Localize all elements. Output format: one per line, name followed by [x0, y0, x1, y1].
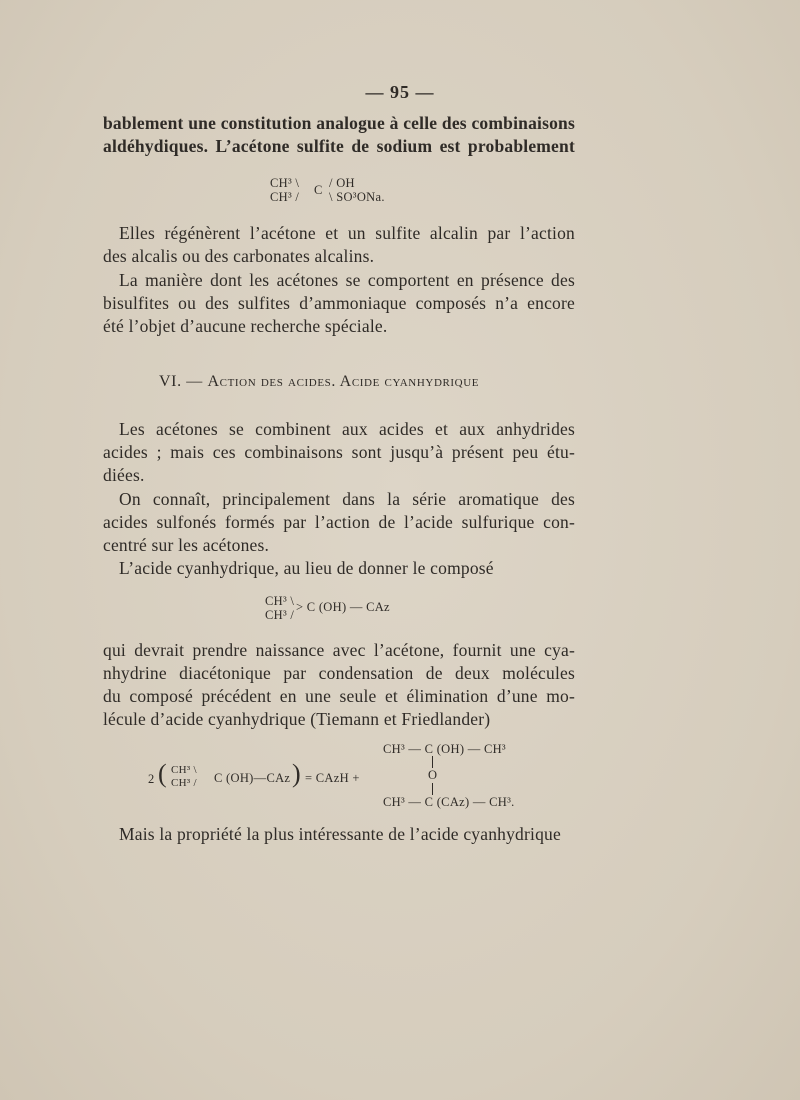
- bond-line: [432, 756, 433, 768]
- text-line: des alcalis ou des carbonates alcalins.: [103, 246, 375, 266]
- formula-oxygen: O: [428, 768, 438, 782]
- formula-left-top: CH³ \: [265, 594, 295, 608]
- paragraph-7: [103, 639, 575, 731]
- paragraph-5: [103, 488, 575, 557]
- text-line: acides ; mais ces combinaisons sont jusqu’à présent peu étu-: [103, 442, 575, 462]
- paragraph-3: [103, 269, 575, 338]
- text-line: L’acide cyanhydrique, au lieu de donner le composé: [119, 558, 494, 578]
- formula-left-bottom: CH³ /: [270, 190, 300, 204]
- formula-left-top: CH³ \: [270, 176, 300, 190]
- paragraph-2: [103, 222, 575, 268]
- paragraph-8: [103, 823, 575, 846]
- text-line: bablement une constitution analogue à celle des combinaisons: [103, 113, 575, 133]
- text-line: On connaît, principalement dans la série aromatique des: [119, 489, 575, 509]
- paragraph-1: [103, 112, 575, 158]
- text-line: acides sulfonés formés par l’action de l’acide sulfurique con-: [103, 512, 575, 532]
- text-line: lécule d’acide cyanhydrique (Tiemann et Friedlander): [103, 709, 491, 729]
- text-line: Mais la propriété la plus intéressante de l’acide cyanhydrique: [119, 824, 561, 844]
- formula-right-top: / OH: [329, 176, 355, 190]
- formula-left-bottom: CH³ /: [265, 608, 295, 622]
- text-line: La manière dont les acétones se comportent en présence des: [119, 270, 575, 290]
- formula-inner-bottom: CH³ /: [171, 777, 197, 789]
- section-title: Action des acides. Acide cyanhydrique: [207, 373, 480, 390]
- paragraph-4: [103, 418, 575, 487]
- text-line: Elles régénèrent l’acétone et un sulfite alcalin par l’action: [119, 223, 575, 243]
- formula-inner-group: C (OH)—CAz: [214, 771, 291, 785]
- text-line: nhydrine diacétonique par condensation de deux molécules: [103, 663, 575, 683]
- formula-equals: = CAzH +: [305, 771, 360, 785]
- text-line: été l’objet d’aucune recherche spéciale.: [103, 316, 388, 336]
- section-heading: [159, 373, 479, 391]
- section-number: VI. —: [159, 373, 203, 390]
- text-line: qui devrait prendre naissance avec l’acétone, fournit une cya-: [103, 640, 575, 660]
- text-line: bisulfites ou des sulfites d’ammoniaque composés n’a encore: [103, 293, 575, 313]
- text-line: centré sur les acétones.: [103, 535, 270, 555]
- formula-center: C: [314, 183, 323, 197]
- formula-coefficient: 2: [148, 772, 155, 786]
- formula-inner-top: CH³ \: [171, 764, 197, 776]
- text-line: diées.: [103, 465, 145, 485]
- left-paren: (: [158, 759, 167, 788]
- formula-bottom-chain: CH³ — C (CAz) — CH³.: [383, 795, 515, 809]
- formula-right-bottom: \ SO³ONa.: [329, 190, 385, 204]
- page-number: — 95 —: [365, 82, 435, 102]
- text-line: Les acétones se combinent aux acides et aux anhydrides: [119, 419, 575, 439]
- text-line: aldéhydiques. L’acétone sulfite de sodium est probablement: [103, 136, 575, 156]
- formula-right: > C (OH) — CAz: [296, 600, 390, 614]
- right-paren: ): [292, 759, 301, 788]
- bond-line: [432, 783, 433, 795]
- paragraph-6: [103, 557, 575, 580]
- text-line: du composé précédent en une seule et élimination d’une mo-: [103, 686, 575, 706]
- formula-top-chain: CH³ — C (OH) — CH³: [383, 742, 506, 756]
